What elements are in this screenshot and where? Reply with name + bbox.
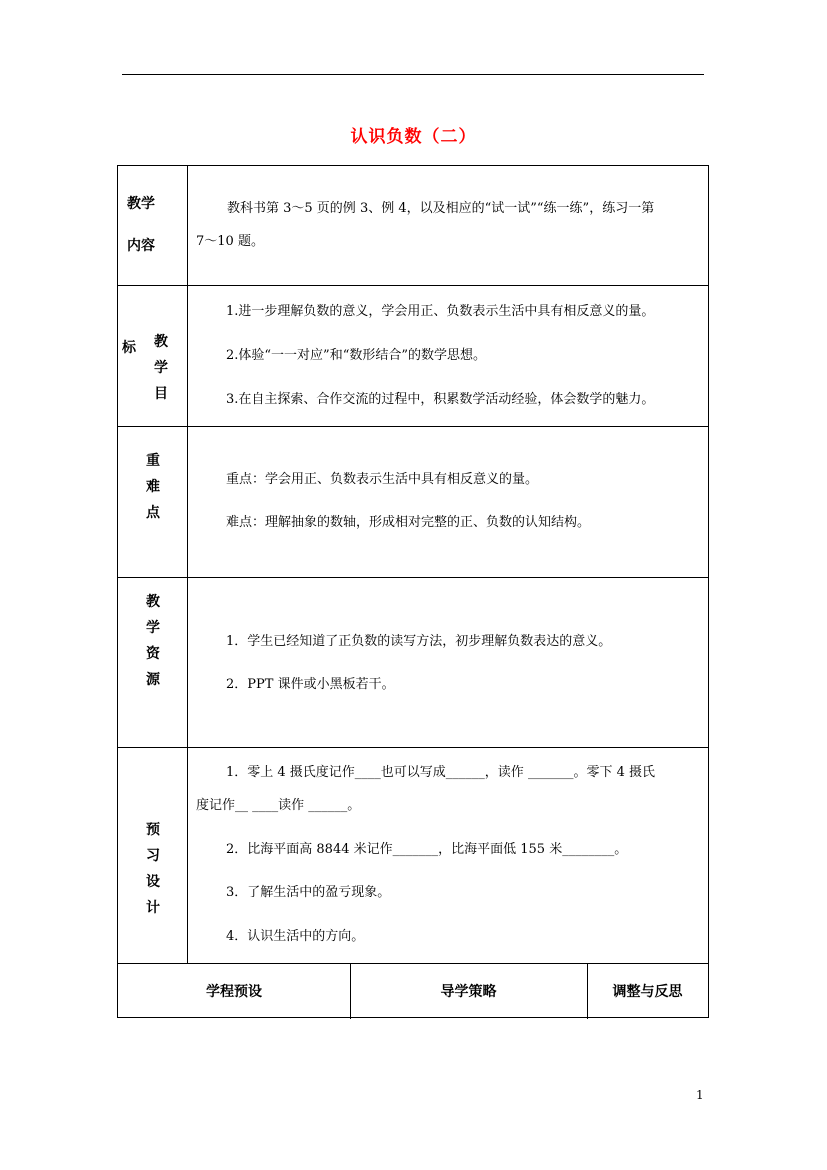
page-title: 认识负数（二） [350, 127, 477, 147]
key-points-label-char: 重 [146, 453, 160, 469]
preview-label-char: 预 [146, 822, 160, 838]
goals-label-char: 目 [154, 386, 168, 402]
row-divider [118, 577, 708, 578]
key-point-item: 重点：学会用正、负数表示生活中具有相反意义的量。 [226, 472, 539, 487]
goals-item: 2.体验“一一对应”和“数形结合”的数学思想。 [226, 348, 486, 363]
preview-item: 1．零上 4 摄氏度记作____也可以写成______，读作 _______。零下 4 摄氏 [226, 765, 655, 780]
key-points-label-char: 点 [146, 505, 160, 521]
content-label-1: 教学 [127, 196, 155, 212]
footer-col-process: 学程预设 [206, 984, 262, 1000]
footer-col-strategy: 导学策略 [440, 984, 497, 1000]
resource-item: 1．学生已经知道了正负数的读写方法，初步理解负数表达的意义。 [226, 634, 612, 649]
lesson-table [117, 165, 709, 1018]
header-rule [122, 74, 704, 75]
row-divider [118, 963, 708, 964]
goals-label-side: 标 [122, 340, 136, 356]
goals-item: 3.在自主探索、合作交流的过程中，积累数学活动经验，体会数学的魅力。 [226, 392, 655, 407]
row-divider [118, 285, 708, 286]
resources-label-char: 源 [146, 672, 160, 688]
resources-label-char: 教 [146, 594, 160, 610]
preview-item: 2．比海平面高 8844 米记作_______，比海平面低 155 米________。 [226, 842, 628, 857]
content-text-line-2: 7～10 题。 [196, 234, 264, 249]
preview-label-char: 设 [146, 874, 160, 890]
resources-label-char: 学 [146, 620, 160, 636]
content-text-line-1: 教科书第 3～5 页的例 3、例 4，以及相应的“试一试”“练一练”，练习一第 [227, 201, 655, 216]
goals-label-char: 教 [154, 334, 168, 350]
preview-item: 4．认识生活中的方向。 [226, 929, 365, 944]
key-point-item: 难点：理解抽象的数轴，形成相对完整的正、负数的认知结构。 [226, 515, 591, 530]
key-points-label-char: 难 [146, 479, 160, 495]
resources-label-char: 资 [146, 646, 160, 662]
goals-label-char: 学 [154, 360, 168, 376]
footer-col-reflection: 调整与反思 [612, 984, 683, 1000]
resource-item: 2．PPT 课件或小黑板若干。 [226, 677, 395, 692]
preview-item: 3．了解生活中的盈亏现象。 [226, 885, 391, 900]
preview-item: 度记作__ ____读作 ______。 [196, 798, 361, 813]
preview-label-char: 计 [146, 900, 160, 916]
page-number: 1 [696, 1088, 704, 1102]
column-divider [187, 166, 188, 963]
row-divider [118, 747, 708, 748]
content-label-2: 内容 [127, 238, 155, 254]
goals-item: 1.进一步理解负数的意义，学会用正、负数表示生活中具有相反意义的量。 [226, 304, 655, 319]
row-divider [118, 426, 708, 427]
preview-label-char: 习 [146, 848, 160, 864]
